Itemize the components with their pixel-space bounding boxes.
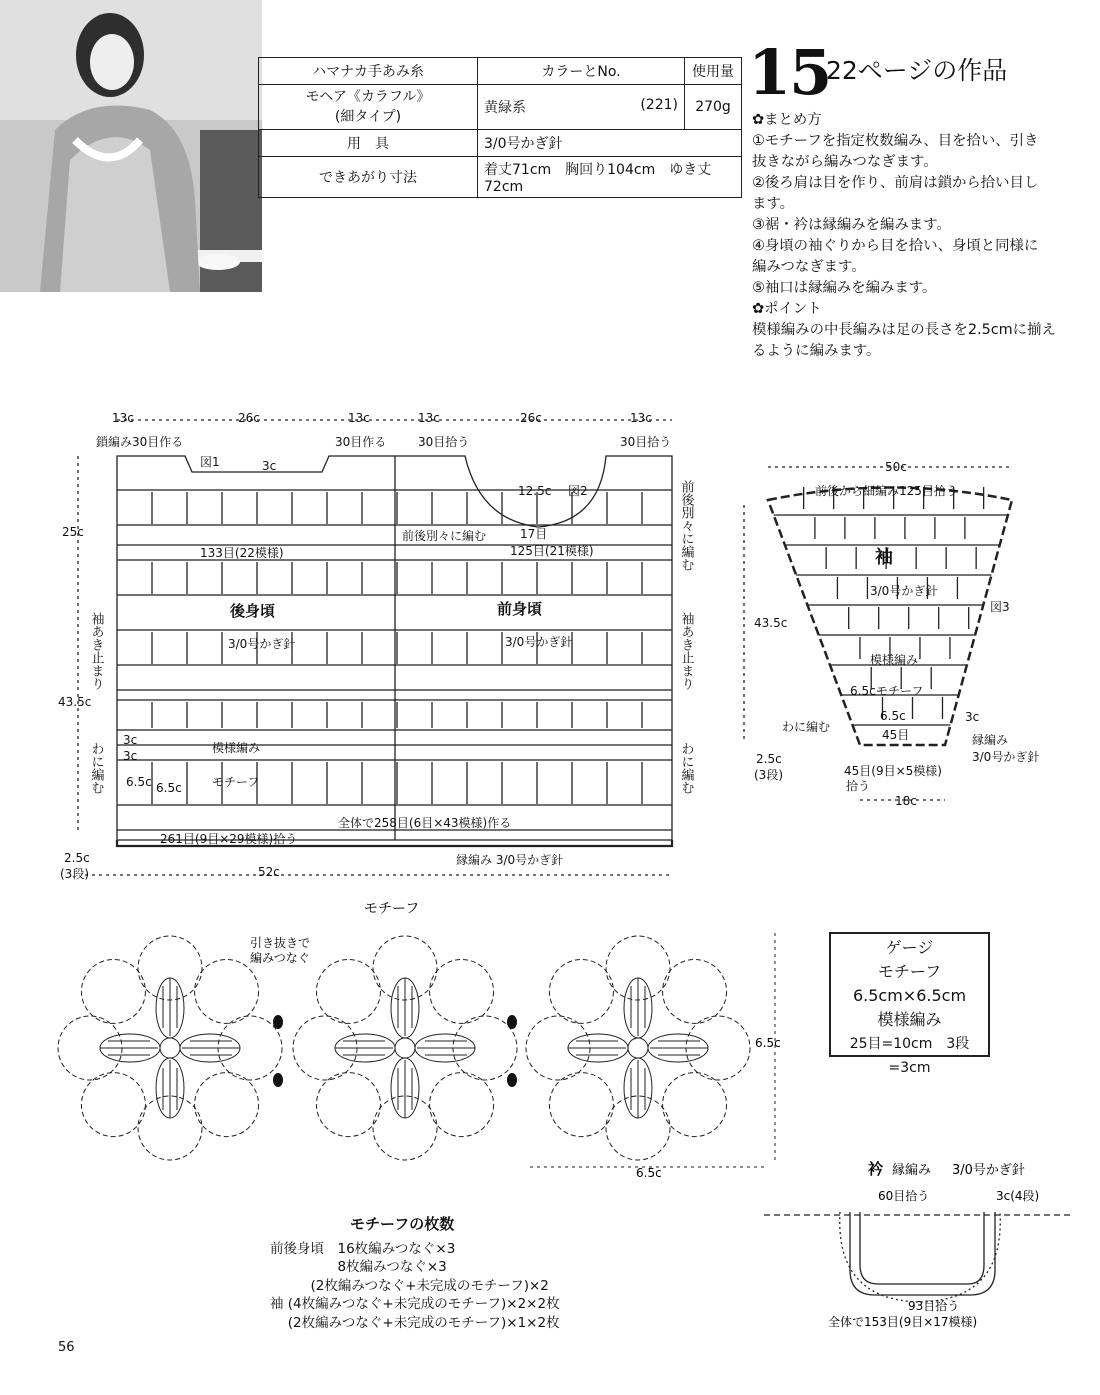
yarn-cell bbox=[259, 85, 478, 130]
header-yarn: ハマナカ手あみ糸 bbox=[259, 58, 478, 85]
cuff-rows: (3段) bbox=[754, 768, 783, 782]
join-note-1: 引き抜きで bbox=[250, 936, 311, 950]
amount-value: 270g bbox=[685, 85, 742, 130]
instruction-line: 編みつなぎます。 bbox=[752, 259, 866, 275]
dim-top-5: 26c bbox=[520, 411, 542, 425]
tool-value: 3/0号かぎ針 bbox=[478, 130, 742, 157]
cuff-pick-2: 拾う bbox=[846, 779, 871, 793]
join-point bbox=[273, 1073, 283, 1087]
collar-total: 全体で153目(9目×17模様) bbox=[828, 1315, 978, 1329]
motif-width: 6.5c bbox=[156, 781, 182, 795]
motif-flower bbox=[526, 936, 750, 1160]
size-value: 着丈71cm 胸回り104cm ゆき丈72cm bbox=[478, 157, 742, 198]
color-number: (221) bbox=[640, 97, 678, 113]
dim-top-2: 26c bbox=[238, 411, 260, 425]
body-diagram bbox=[0, 400, 740, 890]
row-3c-b: 3c bbox=[123, 749, 138, 763]
back-shoulder: 30目作る bbox=[335, 435, 387, 449]
separate-right: 前後別々に編む bbox=[678, 480, 694, 571]
count-line: 8枚編みつなぐ×3 bbox=[270, 1259, 447, 1275]
collar-title: 衿 bbox=[868, 1160, 884, 1178]
instruction-line: ⑤袖口は縁編みを編みます。 bbox=[752, 280, 937, 296]
join-left: わに編む bbox=[88, 742, 104, 794]
motif-height-label: 6.5c bbox=[755, 1036, 781, 1050]
sleeve-join: わに編む bbox=[782, 720, 831, 734]
motif-center bbox=[395, 1038, 415, 1058]
model-photo bbox=[0, 0, 262, 292]
count-line: (2枚編みつなぐ+未完成のモチーフ)×2 bbox=[270, 1277, 549, 1294]
tool-label: 用 具 bbox=[259, 130, 478, 157]
point-line: るように編みます。 bbox=[752, 343, 881, 359]
cuff-pick: 45目(9目×5模様) bbox=[844, 764, 942, 778]
sleeve-motif: モチーフ bbox=[876, 684, 924, 698]
hem-dim: 2.5c bbox=[64, 851, 90, 865]
motif-flower bbox=[58, 936, 282, 1160]
chain-start: 鎖編み30目作る bbox=[96, 435, 184, 449]
pattern-label: 模様編み bbox=[212, 741, 261, 755]
page-number: 56 bbox=[58, 1340, 75, 1355]
hook-back: 3/0号かぎ針 bbox=[228, 637, 296, 651]
fig2-label: 図2 bbox=[568, 484, 588, 498]
collar-hook: 3/0号かぎ針 bbox=[952, 1163, 1025, 1178]
instruction-line: ④身頃の袖ぐりから目を拾い、身頃と同様に bbox=[752, 238, 1039, 254]
yarn-name: モヘア《カラフル》 bbox=[305, 89, 431, 105]
sleeve-row-3c: 3c bbox=[965, 710, 980, 724]
pattern-title: 22ページの作品 bbox=[826, 56, 1008, 85]
instructions bbox=[752, 110, 1082, 362]
front-pick-right: 30目拾う bbox=[620, 435, 672, 449]
back-body-label: 後身頃 bbox=[230, 602, 276, 620]
size-label: できあがり寸法 bbox=[259, 157, 478, 198]
instruction-line: ②後ろ肩は目を作り、前肩は鎖から拾い目し bbox=[752, 175, 1039, 191]
collar-pick60: 60目拾う bbox=[878, 1189, 930, 1203]
vertical-labels bbox=[89, 480, 695, 794]
count-line: 前後身頃 16枚編みつなぐ×3 bbox=[270, 1240, 456, 1257]
pattern-number: 15 bbox=[748, 36, 831, 109]
sleeve-stitches-45: 45目 bbox=[882, 728, 910, 742]
row-3c: 3c bbox=[123, 733, 138, 747]
armhole-right: 袖あき止まり bbox=[678, 612, 694, 690]
chain-scallop bbox=[549, 1073, 613, 1137]
chain-scallop bbox=[316, 1073, 380, 1137]
yarn-type: (細タイプ) bbox=[334, 109, 402, 125]
count-line: (2枚編みつなぐ+未完成のモチーフ)×1×2枚 bbox=[270, 1314, 560, 1331]
motif-label: モチーフ bbox=[212, 775, 260, 789]
cuff-dim: 2.5c bbox=[756, 752, 782, 766]
hem-edge: 縁編み 3/0号かぎ針 bbox=[456, 853, 564, 867]
chain-scallop bbox=[195, 959, 259, 1023]
sleeve-length: 43.5c bbox=[754, 616, 788, 630]
join-note-2: 編みつなぐ bbox=[250, 951, 310, 965]
count-line: 袖 (4枚編みつなぐ+未完成のモチーフ)×2×2枚 bbox=[270, 1296, 560, 1312]
front-stitches: 125目(21模様) bbox=[510, 544, 594, 558]
sleeve-diagram bbox=[740, 455, 1100, 815]
total-258: 全体で258目(6目×43模様)作る bbox=[338, 816, 512, 830]
fig3-label: 図3 bbox=[990, 600, 1010, 614]
fig1-label: 図1 bbox=[200, 455, 220, 469]
back-stitches: 133目(22模様) bbox=[200, 546, 284, 560]
motif-flower bbox=[293, 936, 517, 1160]
motif-count-title: モチーフの枚数 bbox=[350, 1215, 455, 1233]
sleeve-pattern: 模様編み bbox=[870, 653, 919, 667]
star-icon: ✿ bbox=[752, 112, 765, 128]
dim-top-4: 13c bbox=[418, 411, 440, 425]
motif-chart bbox=[40, 895, 800, 1195]
front-neck-depth: 12.5c bbox=[518, 484, 552, 498]
hem-261: 261目(9目×29模様)拾う bbox=[160, 832, 298, 846]
armhole-left: 袖あき止まり bbox=[88, 612, 104, 690]
instruction-line: 抜きながら編みつなぎます。 bbox=[752, 154, 938, 170]
collar-diagram bbox=[760, 1150, 1080, 1330]
back-neck-drop: 3c bbox=[262, 459, 277, 473]
header-color: カラーとNo. bbox=[478, 58, 685, 85]
separate-mid: 前後別々に編む bbox=[402, 529, 487, 543]
sleeve-motif-h: 6.5c bbox=[850, 684, 876, 698]
motif-flowers bbox=[58, 936, 750, 1160]
motif-center bbox=[628, 1038, 648, 1058]
width-52: 52c bbox=[258, 865, 280, 879]
materials-table bbox=[258, 57, 742, 198]
chain-scallop bbox=[663, 1073, 727, 1137]
motif-center bbox=[160, 1038, 180, 1058]
chain-scallop bbox=[430, 959, 494, 1023]
point-heading: ✿ポイント bbox=[752, 301, 822, 317]
hem-rows: (3段) bbox=[60, 867, 89, 881]
join-right: わに編む bbox=[678, 742, 694, 794]
chain-scallop bbox=[81, 959, 145, 1023]
star-icon: ✿ bbox=[752, 301, 765, 317]
gauge-motif: モチーフ bbox=[877, 962, 942, 981]
chain-scallop bbox=[549, 959, 613, 1023]
sleeve-motif-w: 6.5c bbox=[880, 709, 906, 723]
front-body-label: 前身頃 bbox=[497, 600, 543, 618]
motif-width-label: 6.5c bbox=[636, 1166, 662, 1180]
instruction-line: ①モチーフを指定枚数編み、目を拾い、引き bbox=[752, 133, 1039, 149]
gauge-box bbox=[829, 932, 990, 1076]
instruction-line: ③裾・衿は縁編みを編みます。 bbox=[752, 217, 951, 233]
color-cell bbox=[478, 85, 685, 130]
dim-top-6: 13c bbox=[630, 411, 652, 425]
instruction-line: ます。 bbox=[752, 196, 795, 212]
dim-435: 43.5c bbox=[58, 695, 92, 709]
sleeve-edge-hook: 3/0号かぎ針 bbox=[972, 750, 1040, 764]
point-line: 模様編みの中長編みは足の長さを2.5cmに揃え bbox=[752, 322, 1056, 338]
dim-25: 25c bbox=[62, 525, 84, 539]
join-point bbox=[507, 1073, 517, 1087]
collar-pick93: 93目拾う bbox=[908, 1299, 960, 1313]
sleeve-bottom-width: 18c bbox=[895, 794, 917, 808]
gauge-pattern: 模様編み bbox=[877, 1010, 942, 1029]
chain-scallop bbox=[430, 1073, 494, 1137]
chain-scallop bbox=[195, 1073, 259, 1137]
sleeve-pick: 前後から細編み125目拾う bbox=[815, 484, 958, 498]
sleeve-hook: 3/0号かぎ針 bbox=[870, 584, 938, 598]
join-point bbox=[273, 1015, 283, 1029]
sleeve-edge: 縁編み bbox=[972, 733, 1009, 747]
photo-illustration bbox=[0, 0, 262, 292]
gauge-title: ゲージ bbox=[885, 938, 934, 957]
chain-scallop bbox=[81, 1073, 145, 1137]
color-name: 黄緑系 bbox=[484, 100, 526, 116]
hook-front: 3/0号かぎ針 bbox=[505, 635, 573, 649]
neck-stitches: 17目 bbox=[520, 527, 548, 541]
sleeve-label: 袖 bbox=[875, 547, 893, 568]
front-pick-left: 30目拾う bbox=[418, 435, 470, 449]
collar-edge: 縁編み bbox=[892, 1163, 932, 1178]
chain-scallop bbox=[316, 959, 380, 1023]
gauge-pattern-value: 25目=10cm 3段=3cm bbox=[849, 1036, 970, 1076]
header-amount: 使用量 bbox=[685, 58, 742, 85]
sleeve-top-width: 50c bbox=[885, 460, 907, 474]
dim-top-1: 13c bbox=[112, 411, 134, 425]
summary-heading: ✿まとめ方 bbox=[752, 112, 822, 128]
gauge-motif-size: 6.5cm×6.5cm bbox=[852, 986, 967, 1005]
motif-height: 6.5c bbox=[126, 775, 152, 789]
motif-chart-title: モチーフ bbox=[364, 901, 420, 917]
dim-top-3: 13c bbox=[348, 411, 370, 425]
collar-rows: 3c(4段) bbox=[996, 1189, 1040, 1203]
motif-count bbox=[270, 1215, 560, 1332]
join-point bbox=[507, 1015, 517, 1029]
chain-scallop bbox=[663, 959, 727, 1023]
